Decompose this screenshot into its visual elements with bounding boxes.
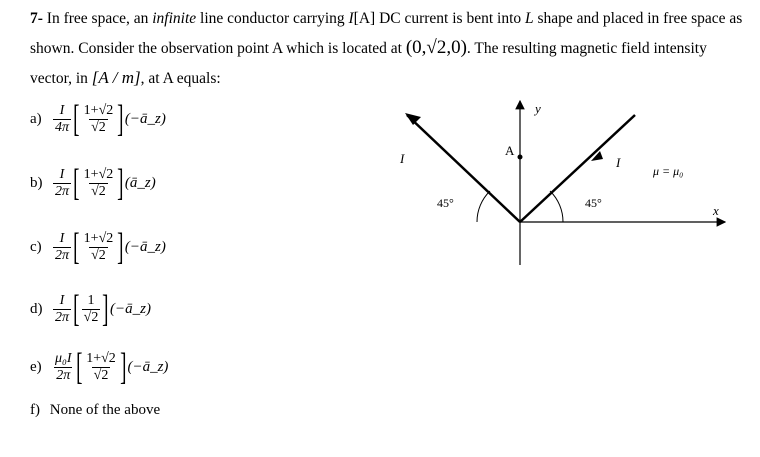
x-axis-label: x bbox=[713, 203, 719, 218]
conductor-left bbox=[407, 115, 520, 222]
arrow-right-current bbox=[591, 151, 603, 161]
l-shaped-conductor-figure bbox=[395, 95, 735, 270]
option-letter: b) bbox=[30, 174, 43, 191]
option-text: None of the above bbox=[49, 402, 161, 418]
prefactor: $\frac{I}{2\pi}$ bbox=[55, 166, 70, 199]
option-letter: f) bbox=[30, 402, 40, 418]
question-text-4: shape and placed in free space as shown. Consider the observation point A which is located at bbox=[30, 10, 743, 57]
option-letter: e) bbox=[30, 358, 42, 375]
point-coordinates: (0,√2,0) bbox=[405, 37, 467, 58]
prefactor: $\frac{I}{2\pi}$ bbox=[55, 230, 70, 263]
question-text bbox=[30, 4, 752, 93]
bracket-term: [ $\frac{1}{√2}$ ] bbox=[73, 288, 109, 330]
question-text-1: In free space, an bbox=[46, 10, 149, 27]
question-text-6: , at A equals: bbox=[140, 70, 221, 87]
angle-arc-left bbox=[477, 191, 490, 222]
unit: [A / m] bbox=[91, 68, 141, 87]
direction-vector: (−ā_z) bbox=[127, 358, 169, 375]
bracket-term: [ $\frac{1+√2}{√2}$ ] bbox=[73, 226, 124, 268]
direction-vector: (−ā_z) bbox=[124, 110, 166, 127]
direction-vector: (−ā_z) bbox=[124, 238, 166, 255]
prefactor: $\frac{I}{4\pi}$ bbox=[55, 102, 70, 135]
option-e[interactable] bbox=[30, 348, 168, 386]
angle-label-right: 45° bbox=[585, 196, 602, 210]
direction-vector: (−ā_z) bbox=[110, 300, 151, 317]
question-text-3: [A] DC current is bent into bbox=[353, 10, 522, 27]
option-c[interactable] bbox=[30, 228, 166, 266]
prefactor: $\frac{I}{2\pi}$ bbox=[55, 292, 70, 325]
option-letter: d) bbox=[30, 300, 43, 317]
point-a-label: A bbox=[505, 143, 515, 158]
bracket-term: [ $\frac{1+√2}{√2}$ ] bbox=[73, 162, 124, 204]
arrow-left-end bbox=[405, 113, 421, 125]
angle-arc-right bbox=[550, 191, 563, 222]
option-letter: c) bbox=[30, 238, 42, 255]
bracket-term: [ $\frac{1+√2}{√2}$ ] bbox=[75, 346, 127, 388]
question-number: 7- bbox=[30, 10, 43, 27]
option-letter: a) bbox=[30, 110, 42, 127]
direction-vector: (ā_z) bbox=[124, 174, 156, 191]
option-a[interactable] bbox=[30, 100, 166, 138]
angle-label-left: 45° bbox=[437, 196, 454, 210]
point-a bbox=[518, 155, 523, 160]
question-text-5: . The resulting magnetic field intensity vector, in bbox=[30, 40, 707, 87]
option-b[interactable] bbox=[30, 164, 156, 202]
option-f[interactable] bbox=[30, 402, 160, 419]
y-axis-label: y bbox=[535, 101, 541, 116]
current-symbol: I bbox=[348, 10, 354, 27]
bracket-term: [ $\frac{1+√2}{√2}$ ] bbox=[73, 98, 124, 140]
option-d[interactable] bbox=[30, 290, 151, 328]
question-text-2: line conductor carrying bbox=[200, 10, 345, 27]
current-label-right: I bbox=[616, 155, 621, 170]
prefactor: $\frac{\text{μ₀I}}{2\pi}$ bbox=[55, 350, 72, 383]
shape-letter: L bbox=[525, 10, 534, 27]
question-infinite: infinite bbox=[152, 10, 197, 27]
medium-label: μ = μ₀ bbox=[653, 164, 684, 178]
current-label-left: I bbox=[400, 151, 405, 166]
